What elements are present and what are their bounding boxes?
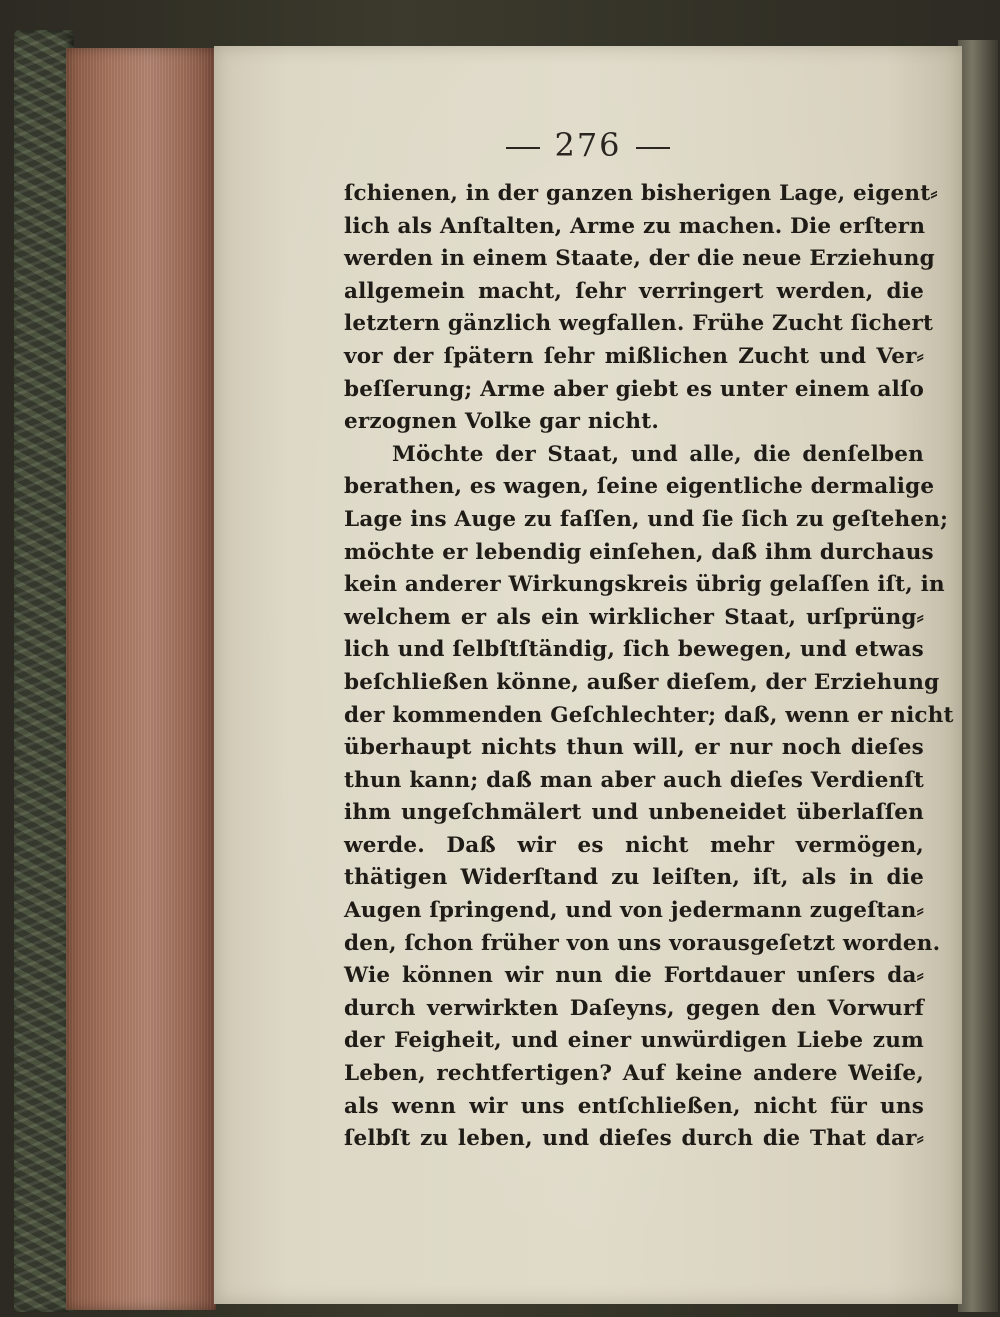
- text-line: ſelbſt zu leben, und dieſes durch die That dar⸗: [344, 1126, 924, 1152]
- page-number: 276: [554, 126, 622, 164]
- text-line: Leben, rechtfertigen? Auf keine andere Weiſe,: [344, 1061, 924, 1087]
- text-line: werden in einem Staate, der die neue Erziehung: [344, 246, 935, 272]
- text-line: lich und ſelbſtſtändig, ſich bewegen, und etwas: [344, 637, 924, 663]
- book-gutter: [958, 40, 998, 1312]
- text-line: beſchließen könne, außer dieſem, der Erziehung: [344, 669, 940, 695]
- printed-page: [214, 46, 962, 1304]
- text-line: welchem er als ein wirklicher Staat, urſprüng⸗: [344, 604, 924, 630]
- page-block-edge: [66, 48, 216, 1310]
- text-line: ihm ungeſchmälert und unbeneidet überlaſſen: [344, 800, 924, 826]
- text-line: erzognen Volke gar nicht.: [344, 409, 660, 435]
- text-line: durch verwirkten Daſeyns, gegen den Vorwurf: [344, 995, 924, 1021]
- text-line: überhaupt nichts thun will, er nur noch dieſes: [344, 735, 924, 761]
- text-line: ſchienen, in der ganzen bisherigen Lage, eigent⸗: [344, 181, 938, 206]
- text-line: lich als Anſtalten, Arme zu machen. Die erſtern: [344, 213, 926, 239]
- book-cover-edge: [14, 30, 74, 1312]
- header-dash-right: [636, 147, 670, 149]
- body-text: [344, 178, 954, 1156]
- text-line: thätigen Widerſtand zu leiſten, iſt, als in die: [344, 865, 924, 891]
- header-dash-left: [506, 147, 540, 149]
- text-line: als wenn wir uns entſchließen, nicht für uns: [344, 1093, 924, 1119]
- text-line: berathen, es wagen, ſeine eigentliche dermalige: [344, 474, 935, 500]
- text-line: der Feigheit, und einer unwürdigen Liebe zum: [344, 1028, 924, 1054]
- text-line: kein anderer Wirkungskreis übrig gelaſſen iſt, in: [344, 572, 945, 598]
- text-line: Augen ſpringend, und von jedermann zugeſtan⸗: [344, 898, 924, 924]
- text-line: Möchte der Staat, und alle, die denſelben: [392, 441, 924, 467]
- text-line: möchte er lebendig einſehen, daß ihm durchaus: [344, 539, 934, 565]
- text-line: der kommenden Geſchlechter; daß, wenn er nicht: [344, 702, 954, 728]
- text-line: allgemein macht, ſehr verringert werden, die: [344, 278, 924, 304]
- text-line: werde. Daß wir es nicht mehr vermögen,: [344, 832, 924, 858]
- page-header: [214, 126, 962, 164]
- text-line: den, ſchon früher von uns vorausgeſetzt worden.: [344, 930, 941, 956]
- text-line: Lage ins Auge zu faſſen, und ſie ſich zu geſtehen;: [344, 506, 949, 532]
- text-line: vor der ſpätern ſehr mißlichen Zucht und Ver⸗: [344, 343, 924, 369]
- text-line: letztern gänzlich wegfallen. Frühe Zucht ſichert: [344, 311, 934, 337]
- text-line: thun kann; daß man aber auch dieſes Verdienſt: [344, 767, 924, 793]
- text-line: Wie können wir nun die Fortdauer unſers da⸗: [344, 963, 924, 989]
- text-line: beſſerung; Arme aber giebt es unter einem alſo: [344, 376, 924, 402]
